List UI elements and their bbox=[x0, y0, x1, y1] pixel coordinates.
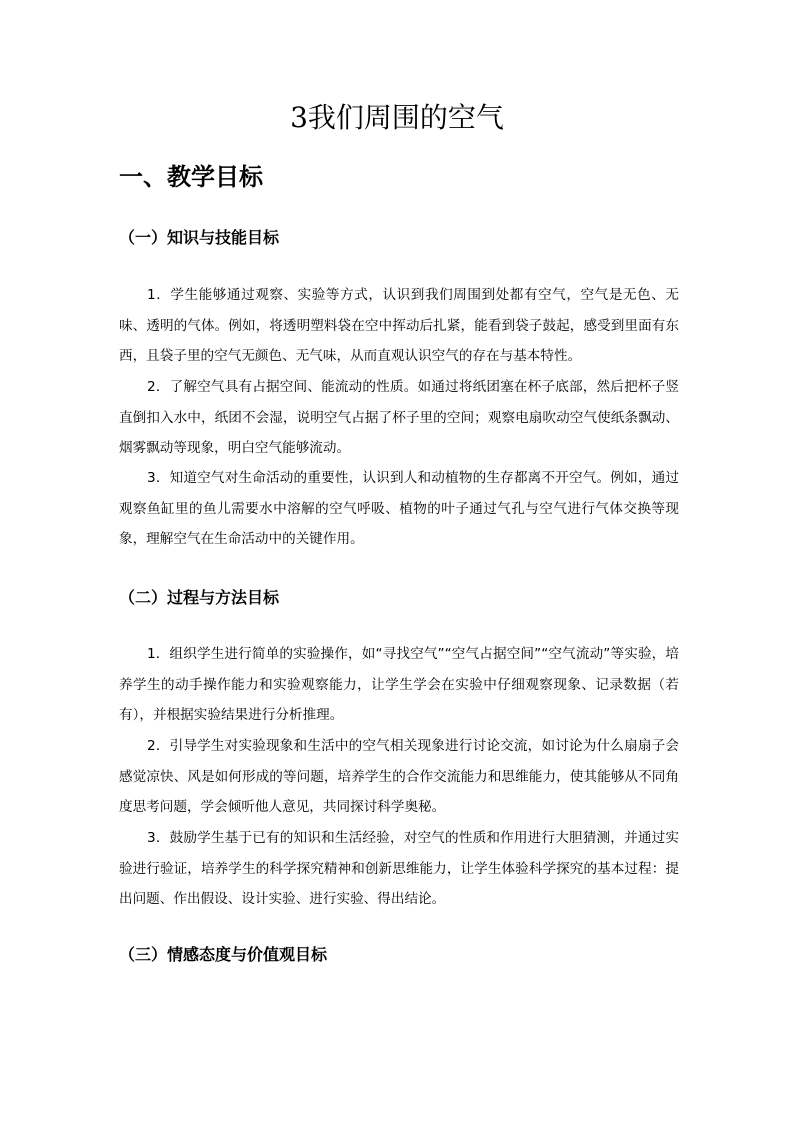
paragraph-process-1: 1．组织学生进行简单的实验操作，如“寻找空气”“空气占据空间”“空气流动”等实验，培养学生的动手操作能力和实验观察能力，让学生学会在实验中仔细观察现象、记录数据（若有），并根据实验结果进行分析推理。 bbox=[119, 646, 679, 723]
paragraph-knowledge-2: 2．了解空气具有占据空间、能流动的性质。如通过将纸团塞在杯子底部，然后把杯子竖直倒扣入水中，纸团不会湿，说明空气占据了杯子里的空间；观察电扇吹动空气使纸条飘动、烟雾飘动等现象，明白空气能够流动。 bbox=[119, 379, 679, 456]
subsection-heading-emotion-values: （三）情感态度与价值观目标 bbox=[119, 945, 328, 964]
paragraph-knowledge-1: 1．学生能够通过观察、实验等方式，认识到我们周围到处都有空气，空气是无色、无味、透明的气体。例如，将透明塑料袋在空中挥动后扎紧，能看到袋子鼓起，感受到里面有东西，且袋子里的空气无颜色、无气味，从而直观认识空气的存在与基本特性。 bbox=[119, 287, 679, 364]
paragraph-process-2: 2．引导学生对实验现象和生活中的空气相关现象进行讨论交流，如讨论为什么扇扇子会感觉凉快、风是如何形成的等问题，培养学生的合作交流能力和思维能力，使其能够从不同角度思考问题，学会倾听他人意见，共同探讨科学奥秘。 bbox=[119, 738, 679, 815]
subsection-heading-process-methods: （二）过程与方法目标 bbox=[119, 588, 280, 607]
paragraph-knowledge-3: 3．知道空气对生命活动的重要性，认识到人和动植物的生存都离不开空气。例如，通过观察鱼缸里的鱼儿需要水中溶解的空气呼吸、植物的叶子通过气孔与空气进行气体交换等现象，理解空气在生命活动中的关键作用。 bbox=[119, 470, 679, 547]
document-title: 3我们周围的空气 bbox=[290, 101, 504, 134]
paragraph-process-3: 3．鼓励学生基于已有的知识和生活经验，对空气的性质和作用进行大胆猜测，并通过实验进行验证，培养学生的科学探究精神和创新思维能力，让学生体验科学探究的基本过程：提出问题、作出假设、设计实验、进行实验、得出结论。 bbox=[119, 830, 679, 907]
subsection-heading-knowledge-skills: （一）知识与技能目标 bbox=[119, 228, 280, 247]
section-heading-teaching-goals: 一、教学目标 bbox=[119, 162, 263, 191]
